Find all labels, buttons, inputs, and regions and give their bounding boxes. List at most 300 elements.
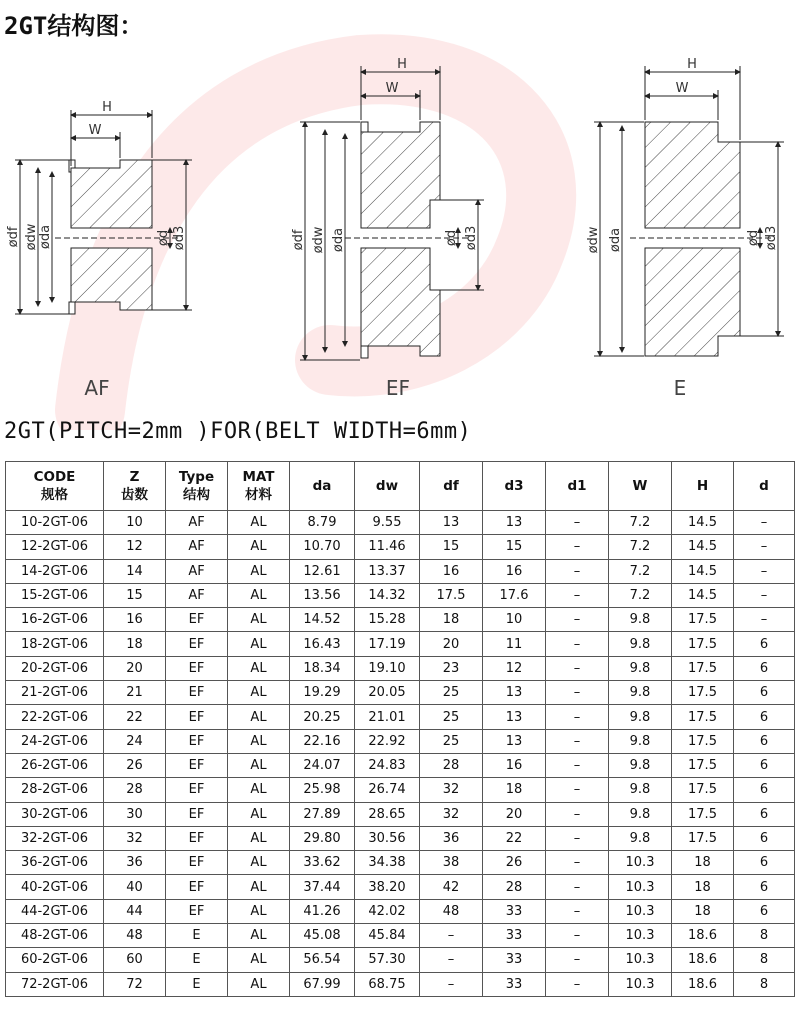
table-cell: 17.5: [672, 826, 734, 850]
table-cell: 10.3: [609, 948, 672, 972]
table-cell: AL: [228, 924, 290, 948]
table-cell: 6: [734, 899, 795, 923]
table-cell: –: [546, 802, 609, 826]
column-header-en: Type: [178, 469, 215, 485]
table-cell: E: [166, 972, 228, 996]
table-cell: –: [546, 656, 609, 680]
table-cell: E: [166, 924, 228, 948]
table-cell: AL: [228, 802, 290, 826]
table-cell: AL: [228, 559, 290, 583]
table-cell: 33.62: [290, 851, 355, 875]
table-cell: 14.5: [672, 559, 734, 583]
pulley-ef-drawing: [300, 66, 484, 360]
table-cell: –: [546, 948, 609, 972]
table-row: [6, 681, 795, 705]
column-header: [355, 462, 420, 511]
table-cell: 8: [734, 924, 795, 948]
column-header-en: CODE: [33, 469, 76, 485]
table-cell: 11: [483, 632, 546, 656]
table-cell: –: [734, 583, 795, 607]
table-cell: –: [546, 608, 609, 632]
table-cell: 48: [420, 899, 483, 923]
table-cell: 15.28: [355, 608, 420, 632]
column-header: [672, 462, 734, 511]
table-cell: EF: [166, 753, 228, 777]
column-header-cn: 齿数: [121, 487, 148, 503]
column-header-cn: 规格: [41, 487, 68, 503]
table-cell: 17.5: [420, 583, 483, 607]
table-cell: 25: [420, 729, 483, 753]
column-header: [104, 462, 166, 511]
table-cell: –: [546, 924, 609, 948]
table-cell: 17.19: [355, 632, 420, 656]
table-cell: 6: [734, 753, 795, 777]
table-cell: 32: [420, 778, 483, 802]
table-cell: AL: [228, 851, 290, 875]
table-row: [6, 899, 795, 923]
column-header: [228, 462, 290, 511]
table-cell: 19.10: [355, 656, 420, 680]
table-cell: 48: [104, 924, 166, 948]
table-cell: 6: [734, 729, 795, 753]
table-cell: 22: [104, 705, 166, 729]
dim-h-ef: H: [397, 57, 407, 72]
table-cell: –: [546, 729, 609, 753]
dim-w-af: W: [88, 123, 102, 138]
pulley-e-drawing: [594, 66, 784, 356]
table-cell: 14.5: [672, 583, 734, 607]
table-cell: 9.8: [609, 632, 672, 656]
table-cell: 23: [420, 656, 483, 680]
table-cell: AL: [228, 778, 290, 802]
table-cell: 18-2GT-06: [6, 632, 104, 656]
table-cell: 44: [104, 899, 166, 923]
dim-d3-ef: ød3: [464, 225, 479, 251]
dim-w-e: W: [675, 81, 689, 96]
table-cell: EF: [166, 705, 228, 729]
table-row: [6, 924, 795, 948]
table-cell: 25.98: [290, 778, 355, 802]
table-cell: EF: [166, 608, 228, 632]
table-cell: –: [734, 559, 795, 583]
table-cell: 20-2GT-06: [6, 656, 104, 680]
table-cell: –: [734, 535, 795, 559]
table-cell: 41.26: [290, 899, 355, 923]
table-cell: 10: [104, 511, 166, 535]
table-cell: 6: [734, 705, 795, 729]
table-cell: 6: [734, 802, 795, 826]
table-cell: 33: [483, 972, 546, 996]
table-cell: AL: [228, 681, 290, 705]
table-cell: 26-2GT-06: [6, 753, 104, 777]
table-cell: 28.65: [355, 802, 420, 826]
table-cell: –: [420, 948, 483, 972]
table-cell: 14.5: [672, 535, 734, 559]
table-cell: 57.30: [355, 948, 420, 972]
table-cell: 22.16: [290, 729, 355, 753]
table-cell: 33: [483, 899, 546, 923]
table-cell: –: [546, 899, 609, 923]
table-cell: 8: [734, 972, 795, 996]
spec-table: [5, 461, 795, 997]
table-cell: EF: [166, 681, 228, 705]
table-cell: 25: [420, 681, 483, 705]
table-cell: EF: [166, 826, 228, 850]
table-cell: 7.2: [609, 511, 672, 535]
table-cell: 8.79: [290, 511, 355, 535]
table-cell: 17.5: [672, 681, 734, 705]
dim-dw-e: ødw: [586, 226, 601, 254]
table-cell: 32: [420, 802, 483, 826]
table-cell: 14.52: [290, 608, 355, 632]
table-cell: 26: [104, 753, 166, 777]
table-cell: 38: [420, 851, 483, 875]
table-row: [6, 972, 795, 996]
table-row: [6, 559, 795, 583]
table-cell: EF: [166, 851, 228, 875]
table-cell: 18: [672, 851, 734, 875]
table-cell: 13.56: [290, 583, 355, 607]
table-header: [6, 462, 795, 511]
table-cell: –: [546, 875, 609, 899]
table-cell: 32-2GT-06: [6, 826, 104, 850]
table-row: [6, 632, 795, 656]
table-cell: 33: [483, 924, 546, 948]
table-cell: 40: [104, 875, 166, 899]
table-cell: 18.34: [290, 656, 355, 680]
table-cell: 13: [483, 729, 546, 753]
table-cell: 22: [483, 826, 546, 850]
dim-d-e: ød: [746, 229, 761, 247]
table-cell: 42.02: [355, 899, 420, 923]
table-cell: 45.08: [290, 924, 355, 948]
label-e: E: [673, 376, 687, 400]
table-cell: –: [546, 851, 609, 875]
table-cell: 7.2: [609, 559, 672, 583]
table-cell: AL: [228, 826, 290, 850]
label-ef: EF: [385, 376, 411, 400]
table-cell: EF: [166, 899, 228, 923]
table-cell: 22-2GT-06: [6, 705, 104, 729]
table-cell: 10.3: [609, 924, 672, 948]
table-cell: 9.8: [609, 656, 672, 680]
table-cell: AF: [166, 559, 228, 583]
table-cell: 11.46: [355, 535, 420, 559]
table-cell: –: [546, 826, 609, 850]
table-cell: AL: [228, 705, 290, 729]
table-cell: 10.3: [609, 899, 672, 923]
table-cell: 18.6: [672, 924, 734, 948]
table-cell: 12.61: [290, 559, 355, 583]
table-row: [6, 826, 795, 850]
table-cell: 13.37: [355, 559, 420, 583]
table-cell: 14.32: [355, 583, 420, 607]
table-cell: 13: [483, 705, 546, 729]
table-cell: 10.3: [609, 875, 672, 899]
table-cell: 72-2GT-06: [6, 972, 104, 996]
table-cell: 6: [734, 875, 795, 899]
table-row: [6, 729, 795, 753]
table-cell: 13: [483, 681, 546, 705]
table-cell: 6: [734, 681, 795, 705]
table-cell: 9.8: [609, 608, 672, 632]
table-cell: 18: [420, 608, 483, 632]
table-cell: 18: [483, 778, 546, 802]
dim-dw-af: ødw: [24, 223, 39, 251]
table-cell: 18.6: [672, 972, 734, 996]
dim-da-e: øda: [608, 227, 623, 253]
table-cell: 24.83: [355, 753, 420, 777]
table-row: [6, 753, 795, 777]
dim-dw-ef: ødw: [311, 226, 326, 254]
column-header-en: MAT: [242, 469, 275, 485]
table-cell: 16-2GT-06: [6, 608, 104, 632]
table-cell: 17.5: [672, 608, 734, 632]
table-cell: 9.8: [609, 753, 672, 777]
table-cell: 15: [483, 535, 546, 559]
table-cell: 27.89: [290, 802, 355, 826]
label-af: AF: [84, 376, 110, 400]
table-cell: 15-2GT-06: [6, 583, 104, 607]
column-header-en: da: [312, 478, 332, 494]
table-cell: 26.74: [355, 778, 420, 802]
table-cell: 17.5: [672, 705, 734, 729]
table-cell: AL: [228, 608, 290, 632]
table-cell: 42: [420, 875, 483, 899]
table-cell: AL: [228, 948, 290, 972]
table-cell: –: [420, 924, 483, 948]
table-cell: 8: [734, 948, 795, 972]
dim-d-af: ød: [156, 229, 171, 247]
table-row: [6, 511, 795, 535]
table-cell: EF: [166, 875, 228, 899]
dim-d-ef: ød: [444, 229, 459, 247]
table-cell: 20: [483, 802, 546, 826]
table-cell: 45.84: [355, 924, 420, 948]
table-cell: 15: [420, 535, 483, 559]
table-cell: –: [546, 778, 609, 802]
table-cell: 16: [483, 753, 546, 777]
table-cell: AL: [228, 535, 290, 559]
table-cell: 9.8: [609, 705, 672, 729]
table-cell: 17.6: [483, 583, 546, 607]
table-cell: AL: [228, 753, 290, 777]
dim-d3-e: ød3: [764, 225, 779, 251]
table-cell: 33: [483, 948, 546, 972]
table-cell: 36: [420, 826, 483, 850]
column-header-en: d: [759, 478, 769, 494]
table-cell: 10.3: [609, 851, 672, 875]
table-cell: AL: [228, 875, 290, 899]
column-header-cn: 结构: [183, 487, 210, 503]
table-cell: 36: [104, 851, 166, 875]
table-cell: 13: [420, 511, 483, 535]
column-header: [546, 462, 609, 511]
table-cell: AL: [228, 583, 290, 607]
table-row: [6, 778, 795, 802]
table-row: [6, 851, 795, 875]
table-cell: AL: [228, 656, 290, 680]
column-header-cn: 材料: [245, 487, 272, 503]
table-cell: 16: [420, 559, 483, 583]
table-row: [6, 656, 795, 680]
table-cell: 28: [420, 753, 483, 777]
table-cell: 10.70: [290, 535, 355, 559]
table-cell: 20: [104, 656, 166, 680]
table-cell: 7.2: [609, 583, 672, 607]
table-cell: 24-2GT-06: [6, 729, 104, 753]
column-header-en: d3: [504, 478, 524, 494]
table-cell: 9.55: [355, 511, 420, 535]
table-body: [6, 511, 795, 997]
structure-diagram: [0, 40, 797, 410]
table-row: [6, 875, 795, 899]
table-cell: 30.56: [355, 826, 420, 850]
dim-da-af: øda: [38, 224, 53, 250]
column-header-en: df: [443, 478, 459, 494]
table-cell: –: [546, 511, 609, 535]
dim-da-ef: øda: [331, 227, 346, 253]
table-cell: 44-2GT-06: [6, 899, 104, 923]
table-cell: –: [546, 753, 609, 777]
table-cell: 60-2GT-06: [6, 948, 104, 972]
table-cell: 21: [104, 681, 166, 705]
column-header-en: d1: [567, 478, 587, 494]
table-row: [6, 608, 795, 632]
table-cell: 6: [734, 632, 795, 656]
table-cell: EF: [166, 632, 228, 656]
column-header: [420, 462, 483, 511]
table-cell: 48-2GT-06: [6, 924, 104, 948]
table-cell: 22.92: [355, 729, 420, 753]
table-cell: AF: [166, 583, 228, 607]
column-header-en: dw: [375, 478, 399, 494]
table-cell: 37.44: [290, 875, 355, 899]
table-row: [6, 948, 795, 972]
table-cell: 9.8: [609, 729, 672, 753]
table-cell: 17.5: [672, 632, 734, 656]
table-cell: –: [546, 559, 609, 583]
table-row: [6, 583, 795, 607]
table-cell: –: [546, 705, 609, 729]
table-cell: –: [734, 608, 795, 632]
table-subtitle: 2GT(PITCH=2mm )FOR(BELT WIDTH=6mm): [4, 419, 472, 444]
table-cell: 28: [483, 875, 546, 899]
table-cell: 25: [420, 705, 483, 729]
table-cell: 28: [104, 778, 166, 802]
table-cell: 26: [483, 851, 546, 875]
table-cell: 16: [104, 608, 166, 632]
table-row: [6, 705, 795, 729]
table-cell: 68.75: [355, 972, 420, 996]
table-cell: –: [546, 681, 609, 705]
table-cell: 17.5: [672, 729, 734, 753]
table-cell: 20.25: [290, 705, 355, 729]
table-cell: 32: [104, 826, 166, 850]
table-cell: –: [734, 511, 795, 535]
table-cell: 17.5: [672, 753, 734, 777]
dim-w-ef: W: [385, 81, 399, 96]
table-cell: –: [546, 583, 609, 607]
table-cell: 17.5: [672, 656, 734, 680]
dim-d3-af: ød3: [172, 225, 187, 251]
table-cell: 6: [734, 778, 795, 802]
table-cell: 14.5: [672, 511, 734, 535]
table-cell: EF: [166, 802, 228, 826]
table-cell: AL: [228, 632, 290, 656]
table-cell: 24: [104, 729, 166, 753]
table-cell: 10.3: [609, 972, 672, 996]
column-header: [483, 462, 546, 511]
table-cell: 56.54: [290, 948, 355, 972]
table-cell: EF: [166, 656, 228, 680]
table-cell: 9.8: [609, 778, 672, 802]
column-header: [290, 462, 355, 511]
table-cell: 28-2GT-06: [6, 778, 104, 802]
table-cell: AF: [166, 535, 228, 559]
table-cell: 7.2: [609, 535, 672, 559]
table-cell: 34.38: [355, 851, 420, 875]
table-cell: 9.8: [609, 826, 672, 850]
page-title: 2GT结构图：: [4, 12, 144, 40]
dim-df-af: ødf: [6, 226, 21, 248]
table-cell: EF: [166, 729, 228, 753]
table-cell: 14: [104, 559, 166, 583]
table-cell: AF: [166, 511, 228, 535]
table-cell: AL: [228, 972, 290, 996]
table-cell: 20: [420, 632, 483, 656]
table-cell: 67.99: [290, 972, 355, 996]
column-header: [609, 462, 672, 511]
table-cell: 60: [104, 948, 166, 972]
table-cell: 24.07: [290, 753, 355, 777]
table-cell: 21.01: [355, 705, 420, 729]
table-cell: 14-2GT-06: [6, 559, 104, 583]
table-cell: –: [546, 535, 609, 559]
table-cell: AL: [228, 511, 290, 535]
table-cell: 36-2GT-06: [6, 851, 104, 875]
table-cell: 40-2GT-06: [6, 875, 104, 899]
dim-h-e: H: [687, 57, 697, 72]
column-header: [6, 462, 104, 511]
table-cell: 18: [104, 632, 166, 656]
table-cell: –: [546, 632, 609, 656]
table-cell: 12: [483, 656, 546, 680]
table-cell: 18: [672, 899, 734, 923]
table-cell: 20.05: [355, 681, 420, 705]
table-cell: 29.80: [290, 826, 355, 850]
table-cell: AL: [228, 899, 290, 923]
column-header-en: W: [632, 478, 648, 494]
header-row: [6, 462, 795, 511]
table-cell: 12-2GT-06: [6, 535, 104, 559]
table-cell: AL: [228, 729, 290, 753]
column-header-en: H: [696, 478, 709, 494]
table-cell: 19.29: [290, 681, 355, 705]
table-cell: 15: [104, 583, 166, 607]
column-header: [166, 462, 228, 511]
table-cell: 30-2GT-06: [6, 802, 104, 826]
table-cell: 18.6: [672, 948, 734, 972]
table-cell: 10: [483, 608, 546, 632]
column-header: [734, 462, 795, 511]
table-cell: 6: [734, 851, 795, 875]
table-cell: 10-2GT-06: [6, 511, 104, 535]
table-cell: 12: [104, 535, 166, 559]
table-cell: 21-2GT-06: [6, 681, 104, 705]
table-cell: 13: [483, 511, 546, 535]
dim-h-af: H: [102, 100, 112, 115]
